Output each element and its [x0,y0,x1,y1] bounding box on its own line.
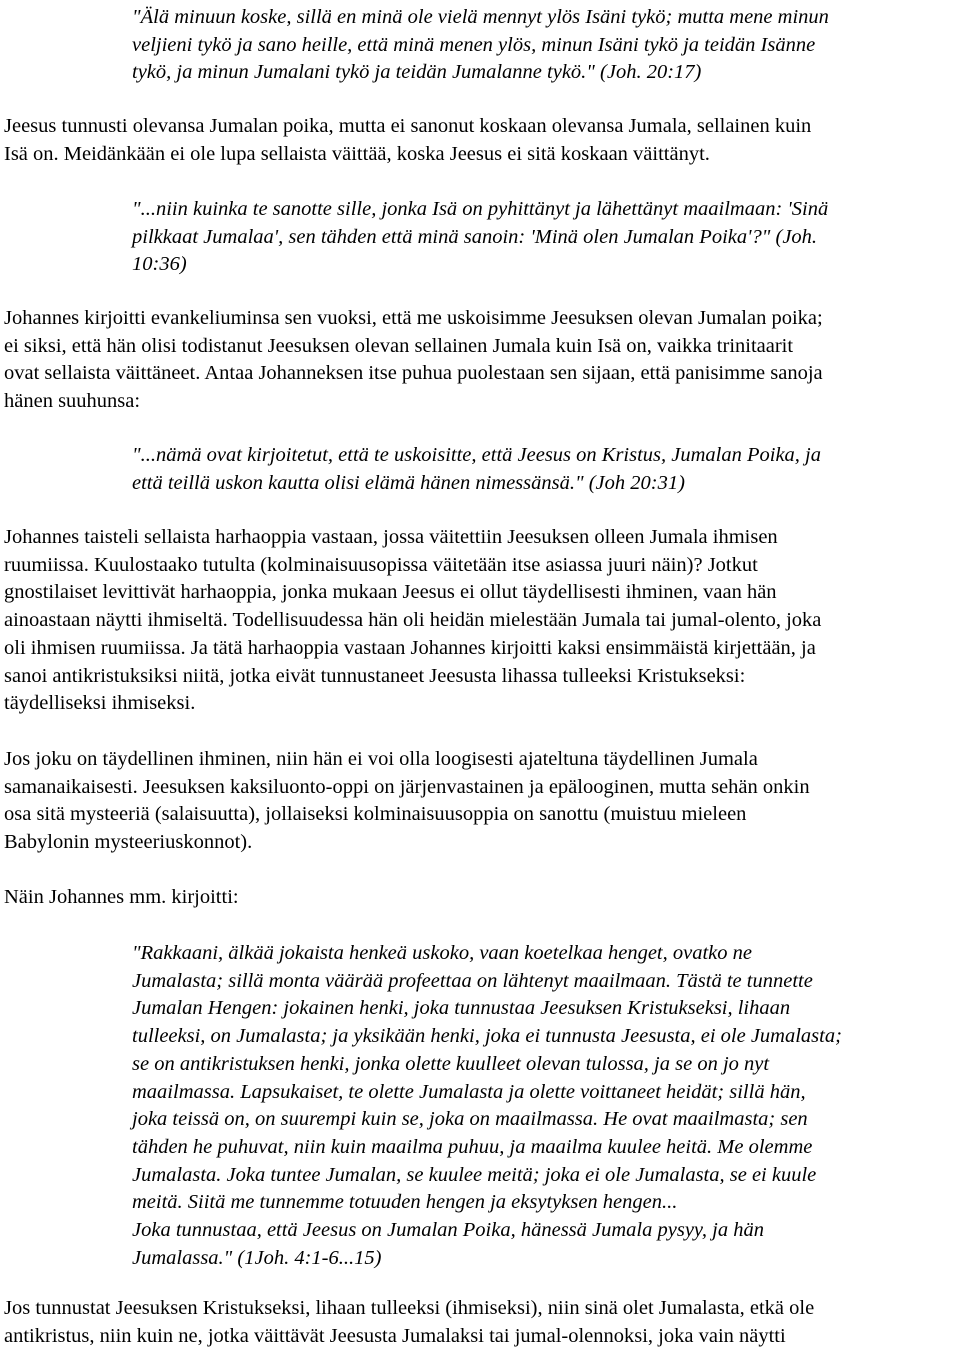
text-line: tähden he puhuvat, niin kuin maailma puhuu, ja maailma kuulee heitä. Me olemme [132,1135,813,1158]
text-line: Joka tunnustaa, että Jeesus on Jumalan Poika, hänessä Jumala pysyy, ja hän [132,1219,764,1242]
quotation-block-1 [132,4,958,87]
text-line: hänen suuhunsa: [4,390,141,413]
text-line: samanaikaisesti. Jeesuksen kaksiluonto-oppi on järjenvastainen ja epälooginen, mutta sehän onkin [4,775,810,798]
text-line: se on antikristuksen henki, jonka olette kuulleet olevan tulossa, ja se on jo nyt [132,1052,770,1075]
paragraph-6 [4,524,956,718]
text-line: ruumiissa. Kuulostaako tutulta (kolminaisuusopissa väitetään itse asiassa juuri näin)? Jotkut [4,553,758,576]
text-line: maailmassa. Lapsukaiset, te olette Jumalasta ja olette voittaneet heidät; sillä hän, [132,1080,806,1103]
text-line: pilkkaat Jumalaa', sen tähden että minä sanoin: 'Minä olen Jumalan Poika'?" (Joh. [132,225,818,248]
text-line: Näin Johannes mm. kirjoitti: [4,886,239,908]
text-line: täydelliseksi ihmiseksi. [4,692,196,715]
text-line: gnostilaiset levittivät harhaoppia, jonka mukaan Jeesus ei ollut täydellisesti ihminen, vaan hän [4,581,777,604]
text-line: ainoastaan näytti ihmiseltä. Todellisuudessa hän oli heidän mielestään Jumala tai jumal-olento, joka [4,609,822,632]
text-line: Jos tunnustat Jeesuksen Kristukseksi, lihaan tulleeksi (ihmiseksi), niin sinä olet Jumalasta, etkä ole [4,1297,815,1319]
text-line: Johannes kirjoitti evankeliuminsa sen vuoksi, että me uskoisimme Jeesuksen olevan Jumalan poika; [4,307,823,329]
text-line: Isä on. Meidänkään ei ole lupa sellaista väittää, koska Jeesus ei sitä koskaan väittänyt. [4,142,710,165]
text-line: tulleeksi, on Jumalasta; ja yksikään henki, joka ei tunnusta Jeesusta, ei ole Jumalasta; [132,1025,842,1048]
text-line: Jos joku on täydellinen ihminen, niin hän ei voi olla loogisesti ajateltuna täydellinen Jumala [4,748,758,770]
text-line: Jeesus tunnusti olevansa Jumalan poika, mutta ei sanonut koskaan olevansa Jumala, sellainen kuin [4,115,812,137]
paragraph-4 [4,305,956,416]
text-line: osa sitä mysteeriä (salaisuutta), jollaiseksi kolminaisuusoppia on sanottu (muistuu mieleen [4,803,747,826]
text-line: "Älä minuun koske, sillä en minä ole vielä mennyt ylös Isäni tykö; mutta mene minun [132,6,829,28]
text-line: Babylonin mysteeriuskonnot). [4,831,253,854]
text-line: "Rakkaani, älkää jokaista henkeä uskoko, vaan koetelkaa henget, ovatko ne [132,942,752,964]
text-line: Johannes taisteli sellaista harhaoppia vastaan, jossa väitettiin Jeesuksen olleen Jumala ihmisen [4,526,778,548]
text-line: että teillä uskon kautta olisi elämä hänen nimessänsä." (Joh 20:31) [132,471,685,494]
quotation-block-5 [132,442,958,497]
text-line: "...nämä ovat kirjoitetut, että te uskoisitte, että Jeesus on Kristus, Jumalan Poika, ja [132,444,822,466]
paragraph-7 [4,746,956,857]
text-line: tykö, ja minun Jumalani tykö ja teidän Jumalanne tykö." (Joh. 20:17) [132,61,702,84]
paragraph-10 [4,1295,956,1350]
text-line: antikristus, niin kuin ne, jotka väittävät Jeesusta Jumalaksi tai jumal-olennoksi, joka vain näytti [4,1324,786,1347]
text-line: ovat sellaista väittäneet. Antaa Johanneksen itse puhua puolestaan sen sijaan, että panisimme sanoja [4,362,823,385]
text-line: Jumalassa." (1Joh. 4:1-6...15) [132,1246,382,1269]
text-line: ei siksi, että hän olisi todistanut Jeesuksen olevan sellainen Jumala kuin Isä on, vaikka trinitaarit [4,334,794,357]
text-line: sanoi antikristuksiksi niitä, jotka eivät tunnustaneet Jeesusta lihassa tulleeksi Kristukseksi: [4,664,746,687]
text-line: Jumalan Hengen: jokainen henki, joka tunnustaa Jeesuksen Kristukseksi, lihaan [132,997,791,1020]
text-line: meitä. Siitä me tunnemme totuuden hengen ja eksytyksen hengen... [132,1191,678,1214]
paragraph-8 [4,884,956,912]
text-line: veljieni tykö ja sano heille, että minä menen ylös, minun Isäni tykö ja teidän Isänne [132,33,816,56]
text-line: oli ihmisen ruumiissa. Ja tätä harhaoppia vastaan Johannes kirjoitti kaksi ensimmäistä kirjettään, ja [4,636,816,659]
paragraph-2 [4,113,956,168]
text-line: 10:36) [132,253,187,276]
text-line: Jumalasta. Joka tuntee Jumalan, se kuulee meitä; joka ei ole Jumalasta, se ei kuule [132,1163,817,1186]
quotation-block-3 [132,196,958,279]
text-line: "...niin kuinka te sanotte sille, jonka Isä on pyhittänyt ja lähettänyt maailmaan: 'Sinä [132,198,829,220]
text-line: joka teissä on, on suurempi kuin se, joka on maailmassa. He ovat maailmasta; sen [132,1108,808,1131]
quotation-block-9 [132,940,958,1272]
text-line: Jumalasta; sillä monta väärää profeettaa on lähtenyt maailmaan. Tästä te tunnette [132,969,813,992]
